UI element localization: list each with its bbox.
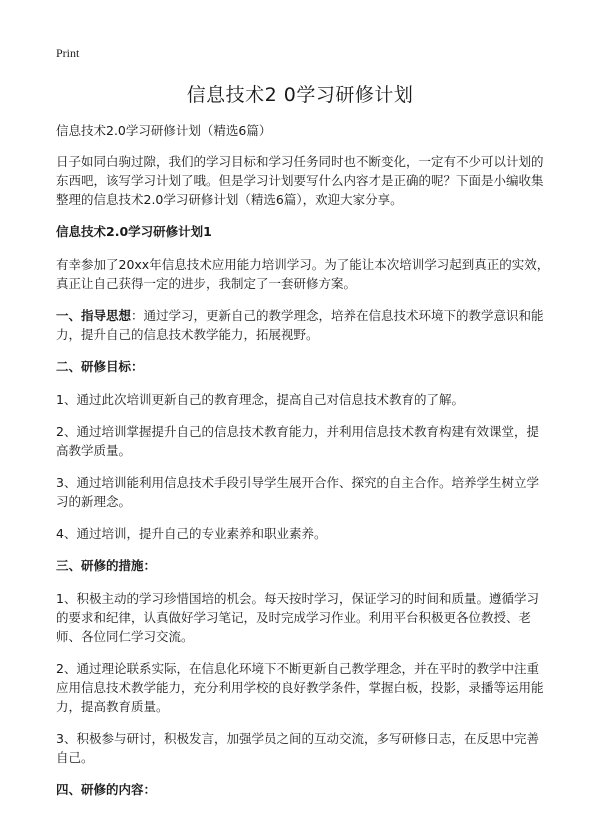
goal-item: 1、通过此次培训更新自己的教育理念，提高自己对信息技术教育的了解。: [56, 392, 464, 407]
intro-paragraph: 日子如同白驹过隙，我们的学习目标和学习任务同时也不断变化，一定有不少可以计划的东西吧，该写学习计划了哦。但是学习计划要写什么内容才是正确的呢？下面是小编收集整理的信息技术2.0学习研修计划（精选6篇），欢迎大家分享。: [56, 154, 544, 207]
guiding-thought-text: ：通过学习，更新自己的教学理念，培养在信息技术环境下的教学意识和能力，提升自己的信息技术教学能力，拓展视野。: [56, 308, 544, 342]
section-intro-paragraph: 有幸参加了20xx年信息技术应用能力培训学习。为了能让本次培训学习起到真正的实效，真正让自己获得一定的进步，我制定了一套研修方案。: [56, 257, 550, 291]
goal-item: 3、通过培训能利用信息技术手段引导学生展开合作、探究的自主合作。培养学生树立学习的新理念。: [56, 475, 539, 509]
goal-item: 2、通过培训掌握提升自己的信息技术教育能力，并利用信息技术教育构建有效课堂，提高教学质量。: [56, 424, 539, 458]
content-heading: 四、研修的内容：: [56, 782, 157, 797]
print-link[interactable]: Print: [56, 46, 80, 60]
document-body: [56, 121, 550, 813]
goals-heading: 二、研修目标：: [56, 359, 144, 374]
section-heading-plan-1: 信息技术2.0学习研修计划1: [56, 224, 212, 239]
document-subtitle: 信息技术2.0学习研修计划（精选6篇）: [56, 123, 272, 138]
measure-item: 2、通过理论联系实际，在信息化环境下不断更新自己教学理念，并在平时的教学中注重应用信息技术教学能力，充分利用学校的良好教学条件，掌握白板，投影，录播等运用能力，提高教育质量。: [56, 661, 544, 714]
guiding-thought-paragraph: [56, 306, 550, 344]
goal-item: 4、通过培训，提升自己的专业素养和职业素养。: [56, 526, 327, 541]
measure-item: 1、积极主动的学习珍惜国培的机会。每天按时学习，保证学习的时间和质量。遵循学习的要求和纪律，认真做好学习笔记，及时完成学习作业。利用平台积极更各位教授、老师、各位同仁学习交流。: [56, 591, 539, 644]
measures-heading: 三、研修的措施：: [56, 558, 157, 573]
page-title: 信息技术2 0学习研修计划: [186, 84, 414, 106]
guiding-thought-label: 一、指导思想: [56, 308, 132, 323]
measure-item: 3、积极参与研讨，积极发言，加强学员之间的互动交流，多写研修日志，在反思中完善自己。: [56, 731, 539, 765]
